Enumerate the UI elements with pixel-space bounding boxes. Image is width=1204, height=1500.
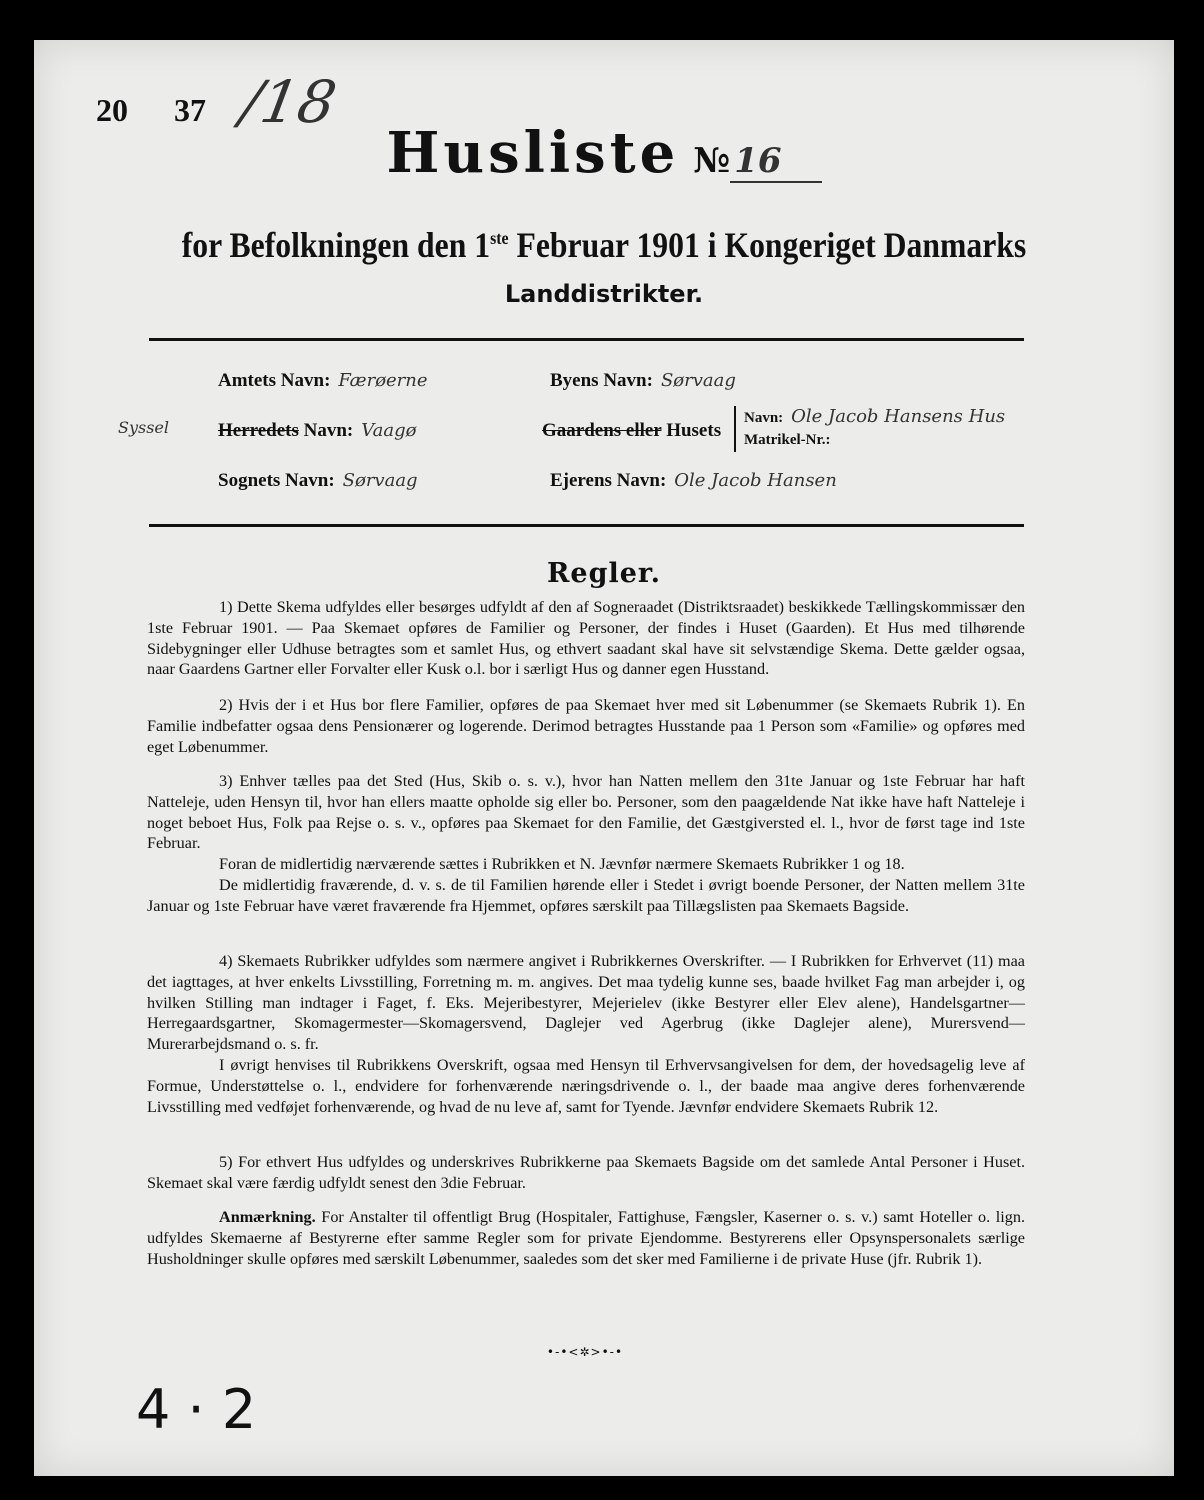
rule-4 <box>147 951 1025 1117</box>
herred-label: Navn: <box>303 420 354 441</box>
form-number-left: 20 <box>96 92 128 128</box>
divider-top <box>149 338 1024 341</box>
divider-bottom <box>149 524 1024 527</box>
matrikel-label: Matrikel-Nr.: <box>744 432 831 448</box>
margin-handwriting: Syssel <box>118 418 170 437</box>
ejer-value: Ole Jacob Hansen <box>674 470 837 491</box>
gaard-field <box>542 420 721 442</box>
census-form-sheet <box>34 40 1174 1476</box>
note <box>147 1207 1025 1269</box>
district-heading: Landdistrikter. <box>504 280 704 308</box>
field-brace <box>734 406 739 452</box>
number-label: № <box>693 141 731 181</box>
sogn-value: Sørvaag <box>342 470 418 491</box>
herred-field <box>218 420 416 442</box>
subtitle-part1: for Befolkningen den 1 <box>181 225 491 265</box>
sogn-label: Sognets Navn: <box>218 470 335 491</box>
rule-2 <box>147 695 1025 757</box>
byens-value: Sørvaag <box>660 370 736 391</box>
amt-value: Færøerne <box>338 370 428 391</box>
rules-title: Regler. <box>546 558 662 589</box>
handwritten-corner-number: /18 <box>236 68 342 136</box>
navn-value: Ole Jacob Hansens Hus <box>791 406 1006 427</box>
sogn-field <box>218 470 418 492</box>
navn-label: Navn: <box>744 410 784 426</box>
handwritten-bottom-number: 4 · 2 <box>136 1378 257 1441</box>
rule-5-text: 5) For ethvert Hus udfyldes og underskrives Rubrikkerne paa Skemaets Bagside om det samlede Antal Personer i Huset. Skemaet skal være færdig udfyldt senest den 3die Februar. <box>147 1153 1025 1192</box>
amt-label: Amtets Navn: <box>218 370 331 391</box>
rule-1-text: 1) Dette Skema udfyldes eller besørges udfyldt af den af Sogneraadet (Distriktsraadet) beskikkede Tællingskommissær den 1ste Februar 1901. — Paa Skemaet opføres de Familier og Personer, der findes i Huset (Gaarden). Et Hus med tilhørende Sidebygninger eller Udhuse betragtes som et samlet Hus, og ethvert saadant skal have sit selvstændige Skema. Dette gælder ogsaa, naar Gaardens Gartner eller Forvalter eller Kusk o.l. bor i særligt Hus og danner egen Husstand. <box>147 598 1025 679</box>
form-title <box>34 120 1174 186</box>
rule-3-text-b: Foran de midlertidig nærværende sættes i Rubrikken et N. Jævnfør nærmere Skemaets Rubrikker 1 og 18. <box>219 855 905 874</box>
title-text: Husliste <box>386 120 680 186</box>
husets-label: Husets <box>666 420 722 441</box>
rule-3 <box>147 771 1025 917</box>
rule-5 <box>147 1152 1025 1194</box>
gaard-struck: Gaardens eller <box>542 420 662 441</box>
form-subtitle <box>102 224 1105 266</box>
note-text: For Anstalter til offentligt Brug (Hospitaler, Fattighuse, Fængsler, Kaserner o. s. v.) samt Hoteller o. lign. udfyldes Skemaerne af Bestyrerne efter samme Regler som for private Ejendomme. Bestyrerens eller Opsynspersonalets særlige Husholdninger skulle opføres med særskilt Løbenummer, saaledes som det sker med Familierne i de private Huse (jfr. Rubrik 1). <box>147 1208 1025 1268</box>
ejer-field <box>550 470 837 492</box>
subtitle-part2: Februar 1901 i Kongeriget Danmarks <box>508 225 1027 265</box>
amt-field <box>218 370 428 392</box>
husets-navn <box>744 406 1005 427</box>
rule-1 <box>147 597 1025 680</box>
herred-value: Vaagø <box>361 420 417 441</box>
rule-4-text-a: 4) Skemaets Rubrikker udfyldes som nærmere angivet i Rubrikkernes Overskrifter. — I Rubrikken for Erhvervet (11) maa det iagttages, at hver enkelts Livsstilling, Forretning m. m. angives. Det maa tydelig kunne ses, baade hvilket Fag man arbejder i, og hvilken Stilling man indtager i Faget, f. Eks. Mejeribestyrer, Mejerielev (ikke Bestyrer eller Elev alene), Handelsgartner—Herregaardsgartner, Skomagermester—Skomagersvend, Daglejer ved Agerbrug (ikke Daglejer alene), Murersvend—Murerarbejdsmand o. s. fr. <box>147 952 1025 1054</box>
byens-label: Byens Navn: <box>550 370 653 391</box>
ejer-label: Ejerens Navn: <box>550 470 667 491</box>
rule-4-text-b: I øvrigt henvises til Rubrikkens Overskrift, ogsaa med Hensyn til Erhvervsangivelsen for dem, der hovedsagelig leve af Formue, Understøttelse o. l., endvidere for forhenværende næringsdrivende o. l., der baade maa angive deres forhenværende Livsstilling med vedføjet forhenværende, og hvad de nu leve af, samt for Tyende. Jævnfør endvidere Skemaets Rubrik 12. <box>147 1055 1025 1116</box>
form-number-mid: 37 <box>174 92 206 128</box>
ornament-divider: •-•<✲>•-• <box>546 1345 624 1359</box>
byens-field <box>550 370 736 392</box>
rule-3-text-a: 3) Enhver tælles paa det Sted (Hus, Skib o. s. v.), hvor han Natten mellem den 31te Januar og 1ste Februar har haft Natteleje, uden Hensyn til, hvor han ellers maatte opholde sig eller bo. Personer, som den paagældende Nat ikke have haft Natteleje i noget beboet Hus, Folk paa Rejse o. s. v., opføres paa Skemaet for den Familie, det Gæstgiversted el. l., hvor de først tage ind 1ste Februar. <box>147 772 1025 853</box>
matrikel-field <box>744 432 831 449</box>
herred-struck: Herredets <box>218 420 299 441</box>
note-label: Anmærkning. <box>219 1208 316 1226</box>
rule-2-text: 2) Hvis der i et Hus bor flere Familier, opføres de paa Skemaet hver med sit Løbenummer (se Skemaets Rubrik 1). En Familie indbefatter ogsaa dens Pensionærer og logerende. Derimod betragtes Husstande paa 1 Person som «Familie» og opføres med eget Løbenummer. <box>147 696 1025 756</box>
handwritten-house-number: 16 <box>730 141 821 183</box>
subtitle-sup: ste <box>490 228 509 248</box>
rule-3-text-c: De midlertidig fraværende, d. v. s. de til Familien hørende eller i Stedet i øvrigt boende Personer, der Natten mellem 31te Januar og 1ste Februar have været fraværende fra Hjemmet, opføres særskilt paa Tillægslisten paa Skemaets Bagside. <box>147 875 1025 915</box>
